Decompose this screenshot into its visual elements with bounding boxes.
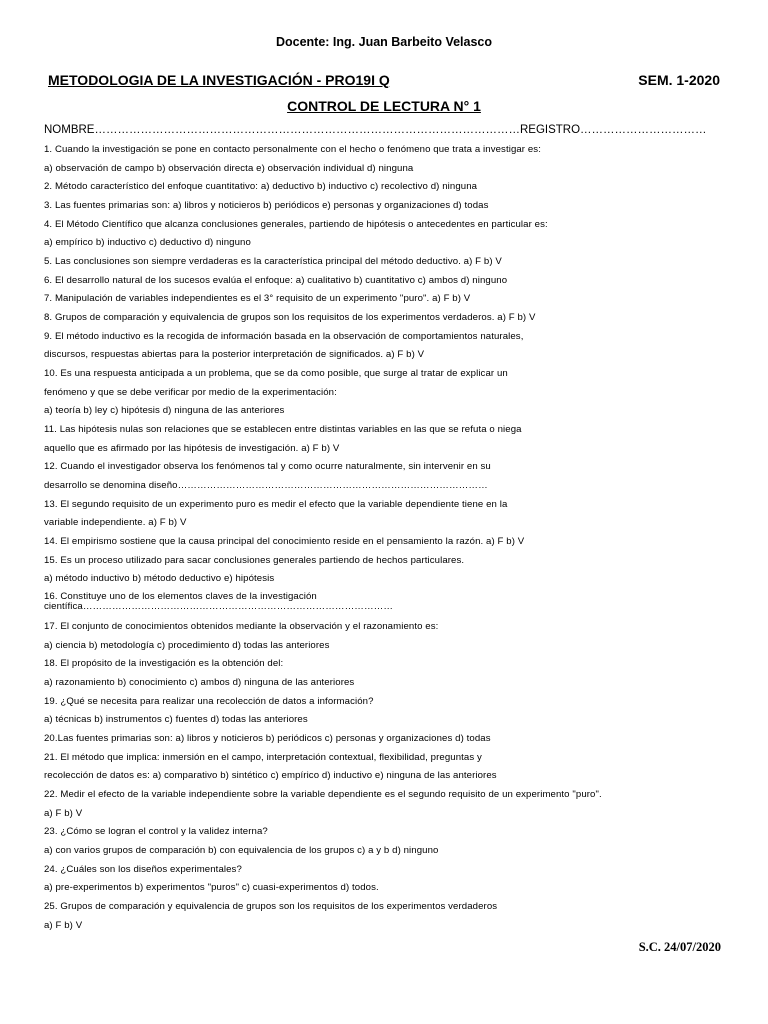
question-line: 17. El conjunto de conocimientos obtenidos mediante la observación y el razonamiento es: xyxy=(44,621,439,632)
semester: SEM. 1-2020 xyxy=(638,72,720,88)
question-line: a) observación de campo b) observación directa e) observación individual d) ninguna xyxy=(44,163,414,174)
signature-date: S.C. 24/07/2020 xyxy=(638,940,721,954)
question-line: a) F b) V xyxy=(44,920,83,931)
course-title: METODOLOGIA DE LA INVESTIGACIÓN - PRO19I Q xyxy=(48,72,390,88)
question-line: a) pre-experimentos b) experimentos "puros" c) cuasi-experimentos d) todos. xyxy=(44,882,379,893)
question-line: fenómeno y que se debe verificar por medio de la experimentación: xyxy=(44,387,337,398)
question-line: 5. Las conclusiones son siempre verdaderas es la característica principal del método deductivo. a) F b) V xyxy=(44,256,502,267)
question-line: a) razonamiento b) conocimiento c) ambos d) ninguna de las anteriores xyxy=(44,677,355,688)
question-line: aquello que es afirmado por las hipótesis de investigación. a) F b) V xyxy=(44,443,340,454)
question-line: a) teoría b) ley c) hipótesis d) ninguna de las anteriores xyxy=(44,405,285,416)
question-line: 8. Grupos de comparación y equivalencia de grupos son los requisitos de los experimentos verdaderos. a) F b) V xyxy=(44,312,536,323)
question-line: discursos, respuestas abiertas para la posterior interpretación de significados. a) F b) V xyxy=(44,349,425,360)
question-line: 7. Manipulación de variables independientes es el 3° requisito de un experimento "puro". a) F b) V xyxy=(44,293,471,304)
question-line: 24. ¿Cuáles son los diseños experimentales? xyxy=(44,864,242,875)
question-line: a) empírico b) inductivo c) deductivo d) ninguno xyxy=(44,237,251,248)
question-line: variable independiente. a) F b) V xyxy=(44,517,187,528)
question-line: 18. El propósito de la investigación es la obtención del: xyxy=(44,658,284,669)
question-line: a) técnicas b) instrumentos c) fuentes d) todas las anteriores xyxy=(44,714,308,725)
question-line: 21. El método que implica: inmersión en el campo, interpretación contextual, flexibilidad, preguntas y xyxy=(44,752,482,763)
question-line: 10. Es una respuesta anticipada a un problema, que se da como posible, que surge al tratar de explicar un xyxy=(44,368,508,379)
question-line: 6. El desarrollo natural de los sucesos evalúa el enfoque: a) cualitativo b) cuantitativo c) ambos d) ninguno xyxy=(44,275,508,286)
question-line: 22. Medir el efecto de la variable independiente sobre la variable dependiente es el segundo requisito de un experimento "puro". xyxy=(44,789,602,800)
question-line: 2. Método característico del enfoque cuantitativo: a) deductivo b) inductivo c) recolectivo d) ninguna xyxy=(44,181,478,192)
question-line: recolección de datos es: a) comparativo b) sintético c) empírico d) inductivo e) ninguna de las anteriores xyxy=(44,770,497,781)
question-line: 19. ¿Qué se necesita para realizar una recolección de datos a información? xyxy=(44,696,374,707)
question-line: desarrollo se denomina diseño…………………………………………………………………………………… xyxy=(44,480,488,491)
question-line: 16. Constituye uno de los elementos claves de la investigación científica…………………………………………………………………………………… xyxy=(44,591,394,612)
question-line: 12. Cuando el investigador observa los fenómenos tal y como ocurre naturalmente, sin intervenir en su xyxy=(44,461,491,472)
question-line: 11. Las hipótesis nulas son relaciones que se establecen entre distintas variables en las que se refuta o niega xyxy=(44,424,522,435)
question-line: a) método inductivo b) método deductivo e) hipótesis xyxy=(44,573,275,584)
question-line: 15. Es un proceso utilizado para sacar conclusiones generales partiendo de hechos particulares. xyxy=(44,555,465,566)
question-line: 9. El método inductivo es la recogida de información basada en la observación de comportamientos naturales, xyxy=(44,331,524,342)
name-register-line: NOMBRE…………………………………………………………………………………………………REGISTRO…………………………… xyxy=(44,124,707,136)
question-line: a) con varios grupos de comparación b) con equivalencia de los grupos c) a y b d) ninguno xyxy=(44,845,439,856)
question-line: 13. El segundo requisito de un experimento puro es medir el efecto que la variable dependiente tiene en la xyxy=(44,499,508,510)
page-title: CONTROL DE LECTURA N° 1 xyxy=(287,98,481,114)
question-line: a) ciencia b) metodología c) procedimiento d) todas las anteriores xyxy=(44,640,330,651)
question-line: 3. Las fuentes primarias son: a) libros y noticieros b) periódicos e) personas y organizaciones d) todas xyxy=(44,200,489,211)
question-line: 1. Cuando la investigación se pone en contacto personalmente con el hecho o fenómeno que trata a investigar es: xyxy=(44,144,541,155)
question-line: 20.Las fuentes primarias son: a) libros y noticieros b) periódicos c) personas y organizaciones d) todas xyxy=(44,733,491,744)
teacher-name: Docente: Ing. Juan Barbeito Velasco xyxy=(275,35,493,49)
question-line: 14. El empirismo sostiene que la causa principal del conocimiento reside en el pensamiento la razón. a) F b) V xyxy=(44,536,525,547)
course-line xyxy=(48,72,720,92)
question-line: 4. El Método Científico que alcanza conclusiones generales, partiendo de hipótesis o antecedentes en particular es: xyxy=(44,219,548,230)
question-line: a) F b) V xyxy=(44,808,83,819)
question-line: 23. ¿Cómo se logran el control y la validez interna? xyxy=(44,826,268,837)
question-line: 25. Grupos de comparación y equivalencia de grupos son los requisitos de los experimentos verdaderos xyxy=(44,901,498,912)
